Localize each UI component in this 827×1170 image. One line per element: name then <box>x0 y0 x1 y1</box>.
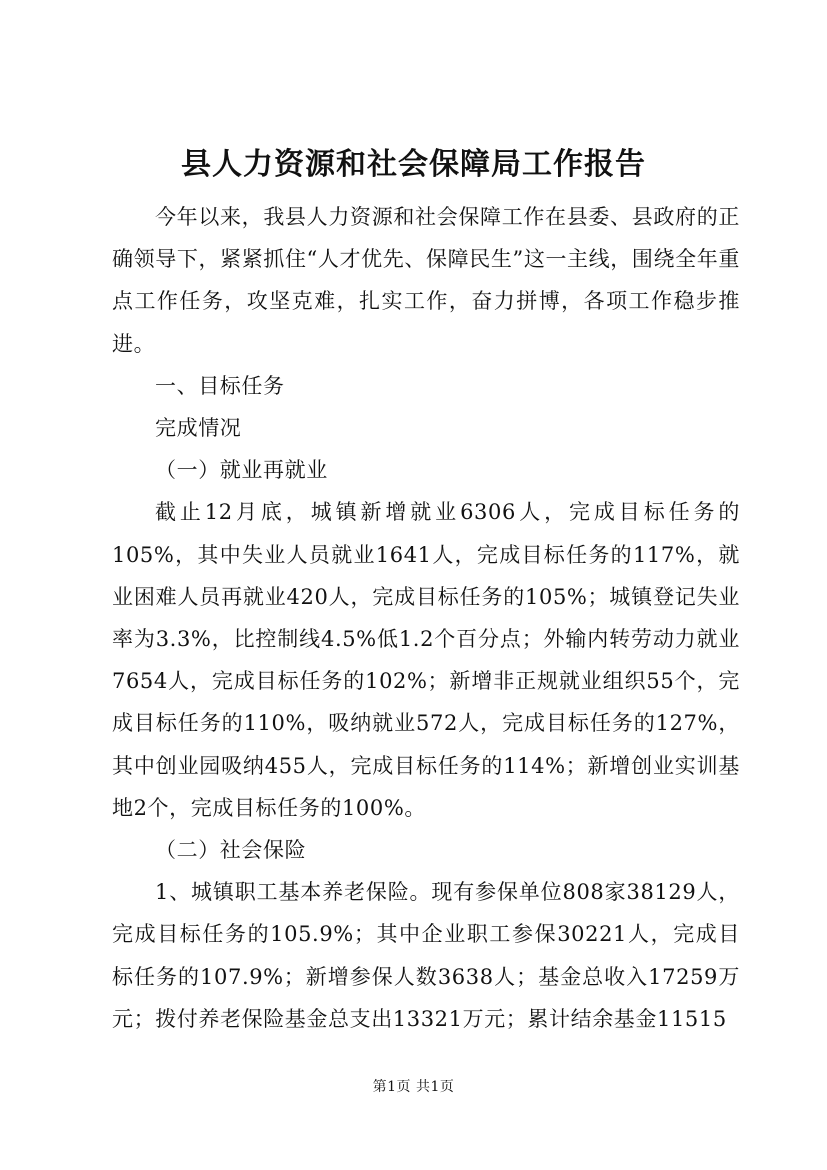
subheading-completion: 完成情况 <box>155 416 242 441</box>
intro-paragraph: 今年以来，我县人力资源和社会保障工作在县委、县政府的正确领导下，紧紧抓住“人才优先、保障民生”这一主线，围绕全年重点工作任务，攻坚克难，扎实工作，奋力拼博，各项工作稳步推进。 <box>112 205 740 356</box>
pension-insurance-paragraph: 1、城镇职工基本养老保险。现有参保单位808家38129人，完成目标任务的105.9%；其中企业职工参保30221人，完成目标任务的107.9%；新增参保人数3638人；基金总收入17259万元；拨付养老保险基金总支出13321万元；累计结余基金11515 <box>112 880 740 1031</box>
subsection-heading-employment: （一）就业再就业 <box>155 458 328 483</box>
document-body <box>112 196 740 1040</box>
document-title: 县人力资源和社会保障局工作报告 <box>181 147 646 182</box>
subsection-heading-social-insurance: （二）社会保险 <box>155 838 307 863</box>
section-heading-targets: 一、目标任务 <box>155 373 285 398</box>
page-number-footer: 第1页 共1页 <box>372 1079 455 1095</box>
employment-paragraph: 截止12月底，城镇新增就业6306人，完成目标任务的105%，其中失业人员就业1641人，完成目标任务的117%，就业困难人员再就业420人，完成目标任务的105%；城镇登记失业率为3.3%，比控制线4.5%低1.2个百分点；外输内转劳动力就业7654人，完成目标任务的102%；新增非正规就业组织55个，完成目标任务的110%，吸纳就业572人，完成目标任务的127%，其中创业园吸纳455人，完成目标任务的114%；新增创业实训基地2个，完成目标任务的100%。 <box>112 500 740 820</box>
